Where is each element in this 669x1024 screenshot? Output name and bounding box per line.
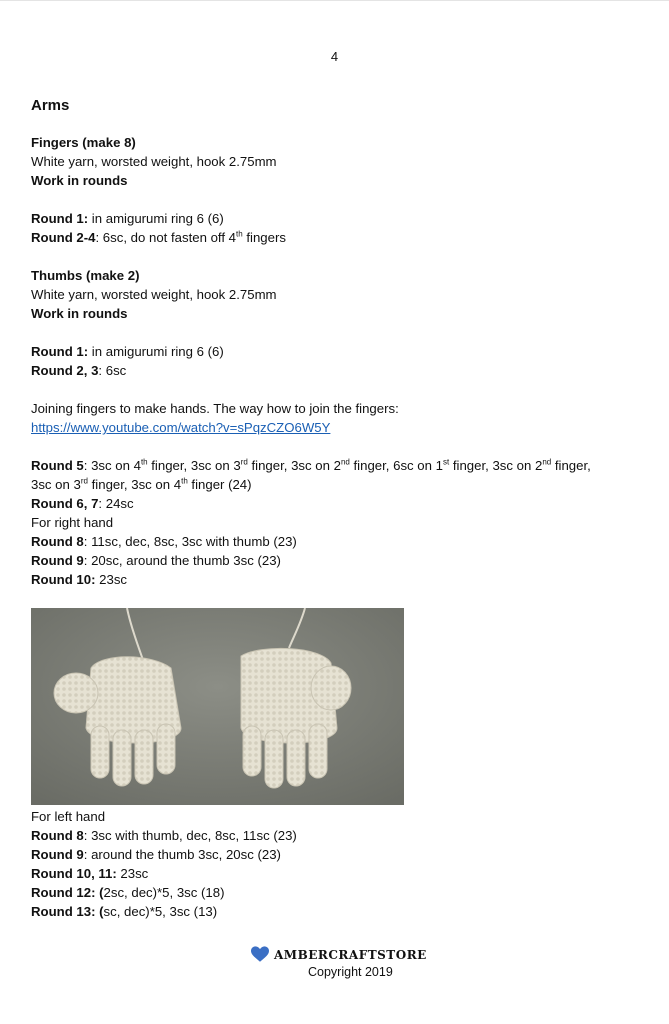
thumbs-yarn: White yarn, worsted weight, hook 2.75mm bbox=[31, 287, 277, 302]
right-round-10: Round 10: 23sc bbox=[31, 572, 128, 587]
left-hand-instructions bbox=[31, 807, 297, 921]
left-round-8: Round 8: 3sc with thumb, dec, 8sc, 11sc (23) bbox=[31, 828, 297, 843]
fingers-title: Fingers (make 8) bbox=[31, 135, 136, 150]
right-round-9: Round 9: 20sc, around the thumb 3sc (23) bbox=[31, 553, 281, 568]
brand-name: AMBERCRAFTSTORE bbox=[274, 947, 427, 962]
youtube-link[interactable]: https://www.youtube.com/watch?v=sPqzCZO6W5Y bbox=[31, 420, 331, 435]
left-round-9: Round 9: around the thumb 3sc, 20sc (23) bbox=[31, 847, 281, 862]
fingers-round-1: Round 1: in amigurumi ring 6 (6) bbox=[31, 211, 224, 226]
thumbs-work: Work in rounds bbox=[31, 306, 128, 321]
crochet-hands-photo bbox=[31, 608, 404, 805]
pattern-content bbox=[31, 96, 641, 589]
right-hand-title: For right hand bbox=[31, 515, 114, 530]
joining-text: Joining fingers to make hands. The way how to join the fingers: bbox=[31, 401, 399, 416]
fingers-work: Work in rounds bbox=[31, 173, 128, 188]
right-round-8: Round 8: 11sc, dec, 8sc, 3sc with thumb (23) bbox=[31, 534, 297, 549]
heart-icon bbox=[251, 946, 269, 963]
left-round-12: Round 12: (2sc, dec)*5, 3sc (18) bbox=[31, 885, 225, 900]
thumbs-title: Thumbs (make 2) bbox=[31, 268, 140, 283]
section-title: Arms bbox=[31, 97, 70, 114]
page-number: 4 bbox=[330, 49, 339, 64]
left-hand-title: For left hand bbox=[31, 809, 106, 824]
left-round-13: Round 13: (sc, dec)*5, 3sc (13) bbox=[31, 904, 218, 919]
thumbs-round-2-3: Round 2, 3: 6sc bbox=[31, 363, 127, 378]
fingers-yarn: White yarn, worsted weight, hook 2.75mm bbox=[31, 154, 277, 169]
copyright: Copyright 2019 bbox=[308, 965, 393, 979]
round-5-continued: 3sc on 3rd finger, 3sc on 4th finger (24) bbox=[31, 476, 252, 492]
round-6-7: Round 6, 7: 24sc bbox=[31, 496, 134, 511]
brand bbox=[251, 946, 427, 963]
page-top-border bbox=[0, 0, 669, 1]
fingers-round-2-4: Round 2-4: 6sc, do not fasten off 4th fingers bbox=[31, 229, 286, 245]
round-5: Round 5: 3sc on 4th finger, 3sc on 3rd finger, 3sc on 2nd finger, 6sc on 1st finger, 3sc on 2nd finger, bbox=[31, 457, 591, 473]
thumbs-round-1: Round 1: in amigurumi ring 6 (6) bbox=[31, 344, 224, 359]
left-round-10-11: Round 10, 11: 23sc bbox=[31, 866, 149, 881]
